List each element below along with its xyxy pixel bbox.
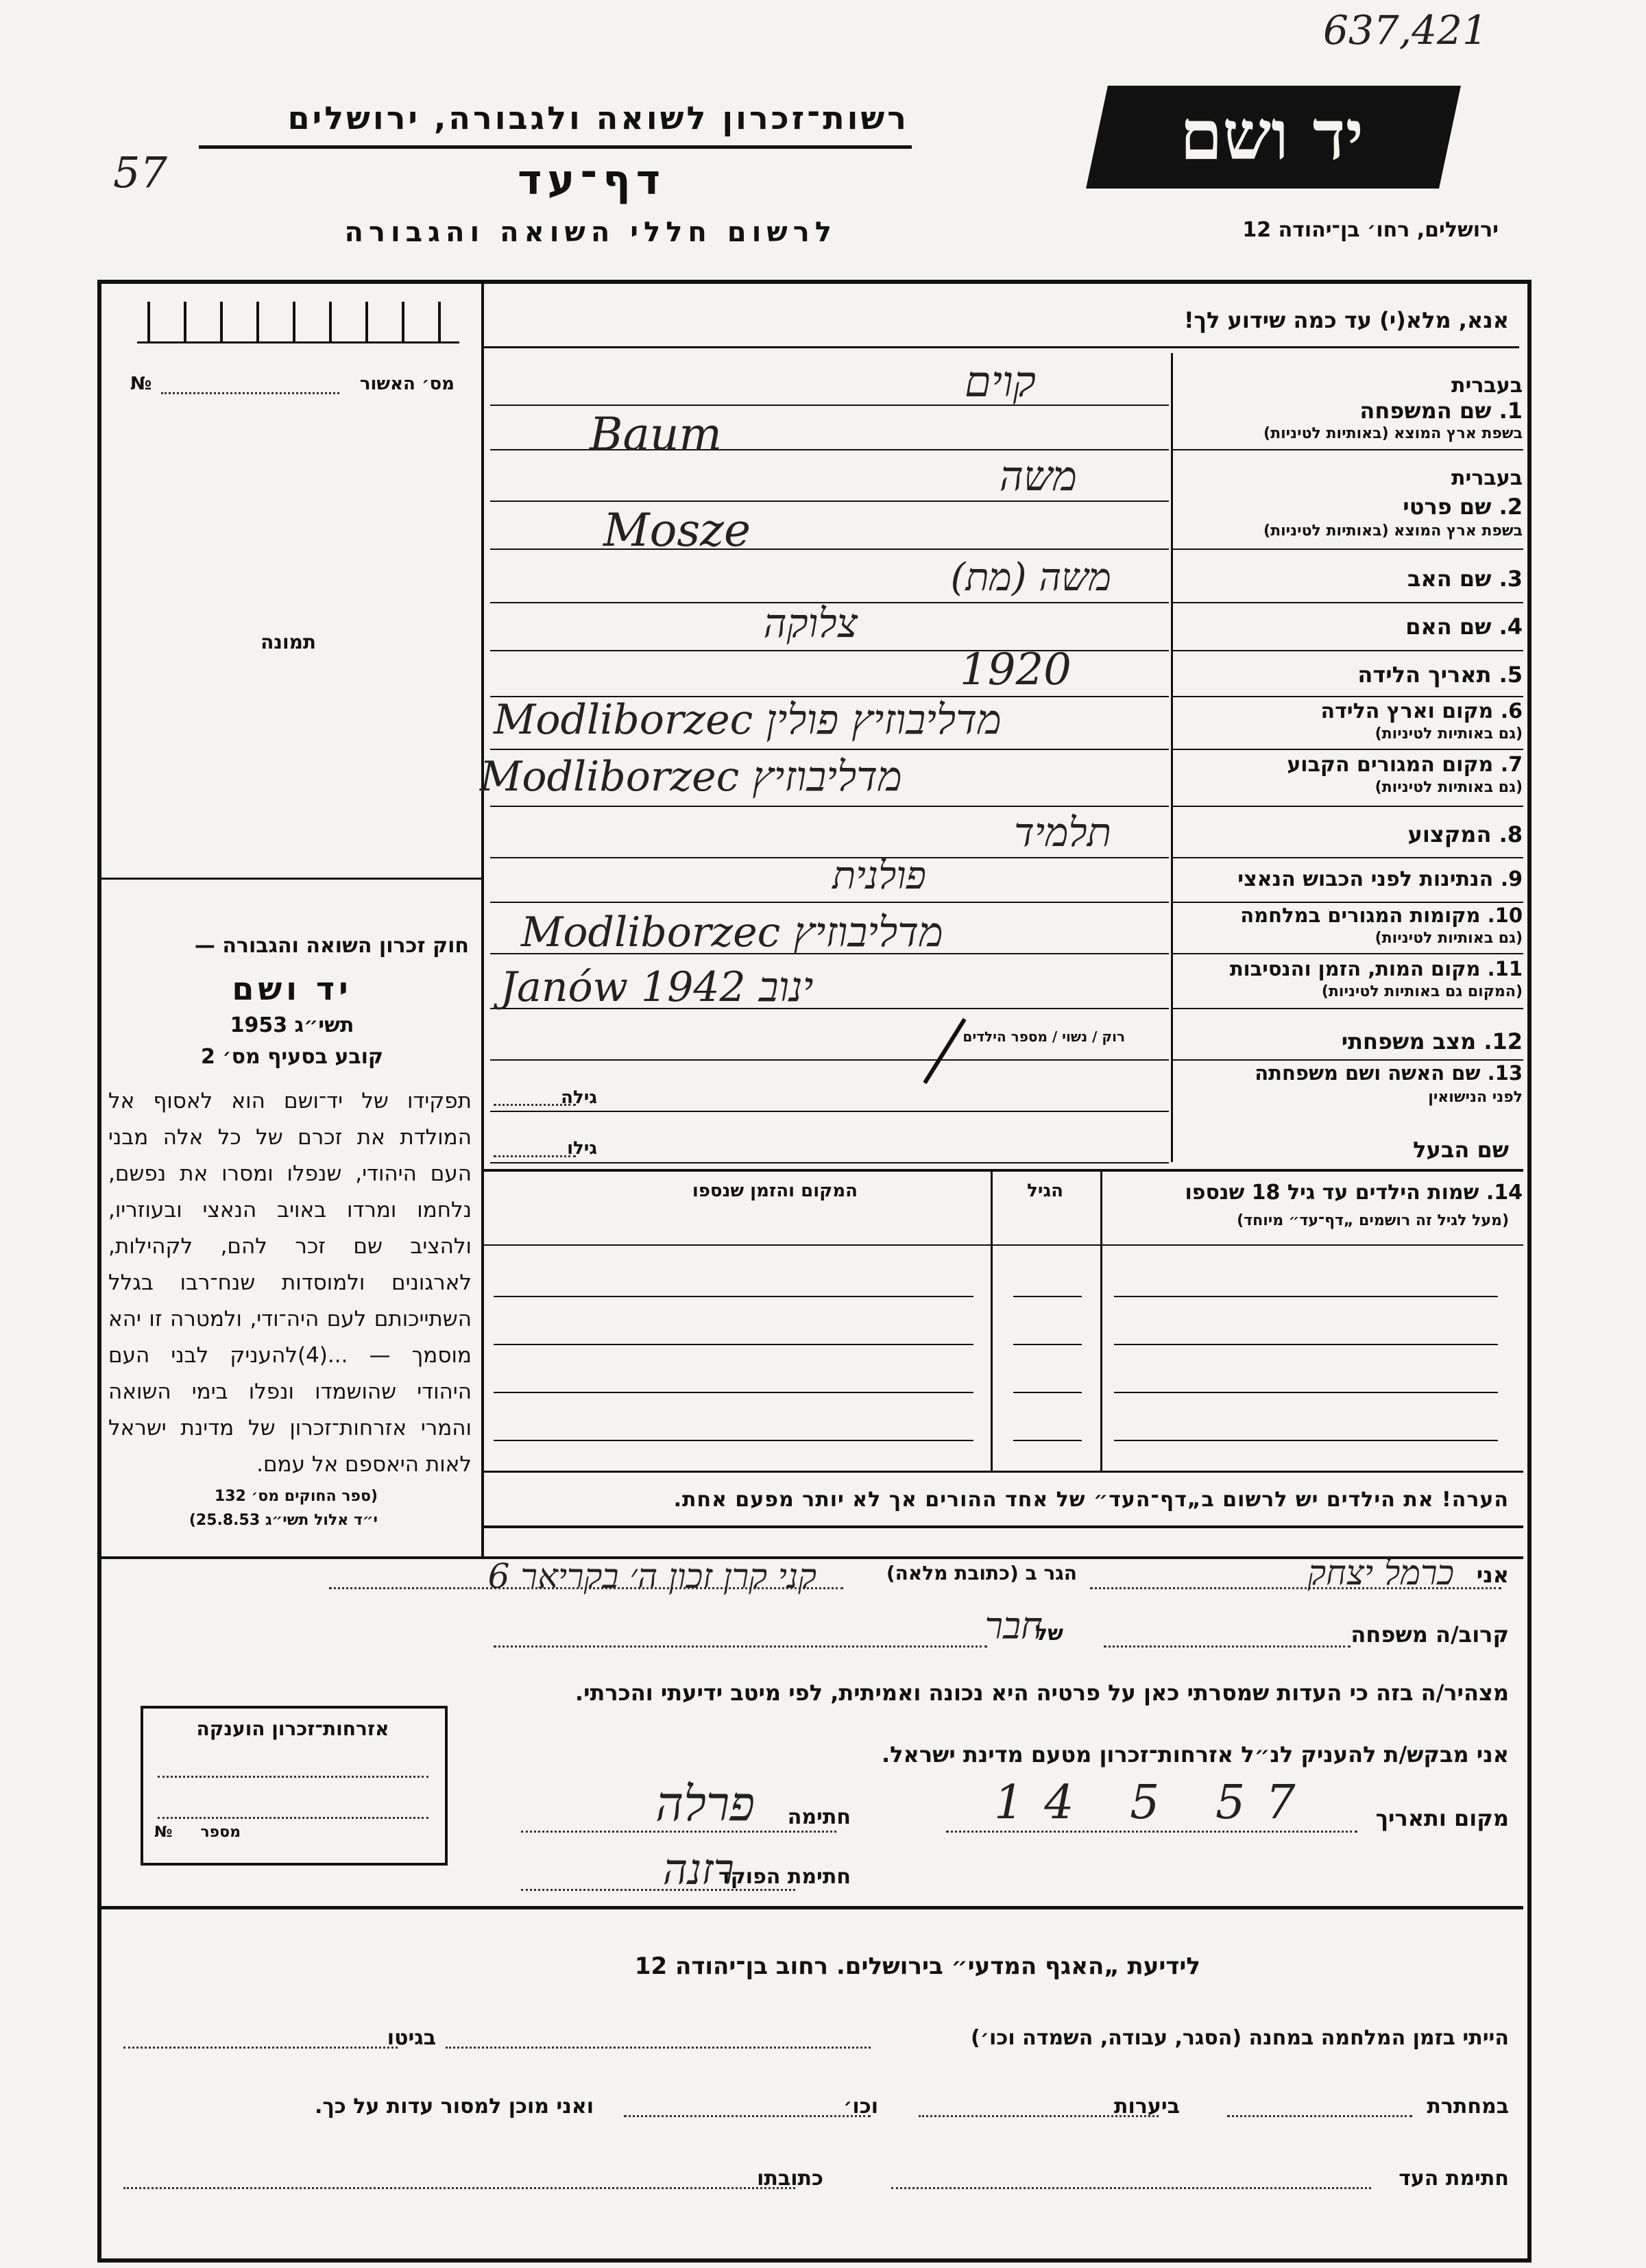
date-label: מקום ותאריך bbox=[1375, 1805, 1509, 1831]
f2-sub: בשפת ארץ המוצא (באותיות לטיניות) bbox=[1263, 522, 1523, 540]
date-value: 14 5 57 bbox=[994, 1776, 1316, 1830]
f13-label: 13. שם האשה ושם משפחתה bbox=[1255, 1061, 1523, 1085]
col-age: הגיל bbox=[1027, 1181, 1063, 1201]
approval-no-label: מס׳ האשור bbox=[359, 374, 455, 394]
f4-label: 4. שם האם bbox=[1405, 614, 1523, 640]
address-label: כתובתו bbox=[757, 2167, 823, 2191]
margin-number: 57 bbox=[113, 147, 167, 197]
note: הערה! את הילדים יש לרשום ב„דף־העד״ של אחד ההורים אך לא יותר מפעם אחת. bbox=[673, 1488, 1509, 1512]
f6-sub: (גם באותיות לטיניות) bbox=[1375, 725, 1523, 743]
address: ירושלים, רחו׳ בן־יהודה 12 bbox=[1242, 218, 1499, 242]
f5-value: 1920 bbox=[960, 644, 1072, 695]
f7-label: 7. מקום המגורים הקבוע bbox=[1287, 753, 1523, 777]
f10-value: Modliborzec מדליבוזיץ bbox=[521, 908, 943, 956]
f1-in-hebrew: בעברית bbox=[1451, 374, 1523, 398]
f1-hebrew-value: קוים bbox=[965, 357, 1036, 407]
relative-label: קרוב/ה משפחה bbox=[1351, 1621, 1509, 1648]
form-subtitle: לרשום חללי השואה והגבורה bbox=[344, 217, 837, 248]
f14-sub: (מעל לגיל זה רושמים „דף־עד״ מיוחד) bbox=[1237, 1212, 1509, 1229]
declare-text: מצהיר/ה בזה כי העדות שמסרתי כאן על פרטיה היא נכונה ואמיתית, לפי מיטב ידיעתי והכרתי. bbox=[574, 1680, 1509, 1706]
f4-value: צלוקה bbox=[763, 600, 858, 647]
ghetto-label: בגיטו bbox=[387, 2026, 436, 2050]
authority-title: רשות־זכרון לשואה ולגבורה, ירושלים bbox=[287, 99, 909, 136]
f3-label: 3. שם האב bbox=[1407, 566, 1523, 592]
f9-value: פולנית bbox=[832, 854, 926, 898]
camp-text: הייתי בזמן המלחמה במחנה (הסגר, עבודה, השמדה וכו׳) bbox=[971, 2026, 1509, 2050]
f10-label: 10. מקומות המגורים במלחמה bbox=[1240, 904, 1523, 927]
approval-no-sign: № bbox=[130, 374, 152, 394]
f2-in-hebrew: בעברית bbox=[1451, 466, 1523, 490]
form-title: דף־עד bbox=[518, 156, 666, 204]
resides-value: קני קרן זכון ה׳ בקריאר 6 bbox=[487, 1556, 816, 1596]
f6-value: Modliborzec מדליבוזיץ פולין bbox=[494, 696, 1002, 744]
f5-label: 5. תאריך הלידה bbox=[1357, 662, 1523, 688]
f6-label: 6. מקום וארץ הלידה bbox=[1320, 699, 1523, 723]
relative-value: חבר bbox=[984, 1604, 1043, 1648]
f11-value: Janów ינוב 1942 bbox=[500, 963, 814, 1011]
f10-sub: (גם באותיות לטיניות) bbox=[1375, 930, 1523, 947]
husband-label: שם הבעל bbox=[1413, 1137, 1509, 1163]
col-place-time: המקום והזמן שנספו bbox=[692, 1181, 858, 1201]
law-year: תשי״ג 1953 bbox=[230, 1013, 354, 1037]
citizenship-no-sign: № bbox=[154, 1824, 173, 1841]
f3-value: משה (מת) bbox=[950, 555, 1111, 600]
signature-value: פרלה bbox=[655, 1776, 755, 1832]
request-text: אני מבקש/ת להעניק לנ״ל אזרחות־זכרון מטעם מדינת ישראל. bbox=[882, 1741, 1509, 1768]
f2-hebrew-value: משה bbox=[999, 453, 1077, 500]
f2-latin-value: Mosze bbox=[603, 504, 751, 557]
witness-signature-label: חתימת העד bbox=[1399, 2167, 1509, 2191]
f2-label: 2. שם פרטי bbox=[1403, 494, 1523, 520]
citizenship-title: אזרחות־זכרון הוענקה bbox=[196, 1717, 389, 1740]
f9-label: 9. הנתינות לפני הכבוש הנאצי bbox=[1237, 867, 1523, 891]
citizenship-number-label: מספר bbox=[200, 1824, 241, 1841]
signature-label: חתימה bbox=[787, 1805, 851, 1829]
f11-sub: (המקום גם באותיות לטיניות) bbox=[1321, 983, 1523, 1000]
i-value: כרמל יצחק bbox=[1307, 1553, 1454, 1593]
willing-text: ואני מוכן למסור עדות על כך. bbox=[315, 2095, 594, 2119]
f1-latin-value: Baum bbox=[590, 408, 722, 461]
officer-signature: רזנה bbox=[662, 1844, 734, 1894]
request-line: אנא, מלא(י) עד כמה שידוע לך! bbox=[1183, 307, 1509, 333]
law-text: תפקידו של יד־ושם הוא לאסוף אל המולדת את זכרם של כל אלה מבני העם היהודי, שנפלו ומסרו את נפשם, נלחמו ומרדו באויב הנאצי ובעוזריו, ולהציב שם זכר להם, לקהילות, לארגונים ולמוסדות שנח־רבו בגלל השתייכותם לעם היה־ודי, ולמטרה זו יהא מוסמך — ...(4)להעניק לבני העם היהודי שהושמדו ונפלו בימי השואה והמרי אזרחות־זכרון של מדינת ישראל לאות היאספם אל עמם. bbox=[108, 1089, 472, 1477]
f1-label: 1. שם המשפחה bbox=[1359, 398, 1523, 424]
f13-sub: לפני הנישואין bbox=[1428, 1089, 1523, 1106]
f11-label: 11. מקום המות, הזמן והנסיבות bbox=[1229, 957, 1523, 980]
f1-sub: בשפת ארץ המוצא (באותיות לטיניות) bbox=[1263, 425, 1523, 442]
f7-value: Modliborzec מדליבוזיץ bbox=[480, 753, 902, 801]
resides-label: הגר ב (כתובת מלאה) bbox=[886, 1562, 1077, 1584]
f12-label: 12. מצב משפחתי bbox=[1341, 1028, 1523, 1054]
law-title: חוק זכרון השואה והגבורה — bbox=[194, 934, 469, 958]
law-footnote-2: י״ד אלול תשי״ג 25.8.53) bbox=[189, 1512, 378, 1529]
info-line: לידיעת „האגף המדעי״ בירושלים. רחוב בן־יהודה 12 bbox=[634, 1953, 1200, 1980]
f14-label: 14. שמות הילדים עד גיל 18 שנספו bbox=[1185, 1181, 1523, 1205]
underground-label: במחתרת bbox=[1427, 2095, 1509, 2119]
forests-label: ביערות bbox=[1114, 2095, 1180, 2119]
f13-age-label: גילה bbox=[561, 1087, 597, 1108]
f8-value: תלמיד bbox=[1013, 809, 1111, 856]
photo-label: תמונה bbox=[261, 631, 316, 653]
husband-age-label: גילו bbox=[567, 1138, 597, 1159]
officer-signature-label: חתימת הפוקד bbox=[718, 1865, 851, 1889]
archive-number: 637,421 bbox=[1323, 7, 1488, 53]
etc-label: וכו׳ bbox=[843, 2095, 878, 2119]
law-footnote-1: (ספר החוקים מס׳ 132 bbox=[214, 1488, 378, 1505]
i-label: אני bbox=[1476, 1562, 1509, 1588]
logo-text: יד ושם bbox=[1180, 95, 1364, 176]
law-section: קובע בסעיף מס׳ 2 bbox=[200, 1045, 384, 1069]
of-label: של bbox=[1035, 1621, 1063, 1645]
law-name: יד ושם bbox=[232, 970, 352, 1007]
f12-options: רוק / נשוי / מספר הילדים bbox=[963, 1028, 1125, 1045]
f7-sub: (גם באותיות לטיניות) bbox=[1375, 779, 1523, 796]
f8-label: 8. המקצוע bbox=[1407, 821, 1523, 847]
